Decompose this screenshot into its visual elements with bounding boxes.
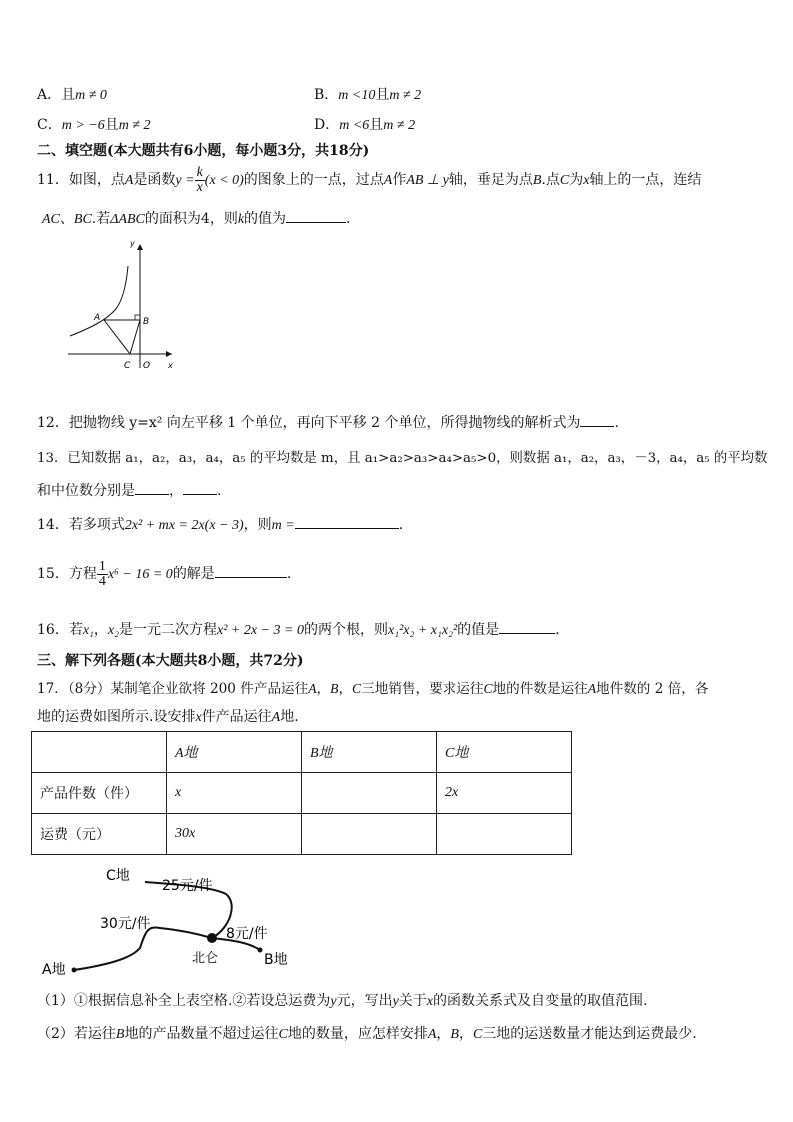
- option-c-tail: 且: [104, 117, 119, 133]
- q11-point-a: A: [124, 173, 134, 188]
- option-d-tail: 且: [369, 117, 384, 133]
- section2-heading: 二、填空题(本大题共有6小题，每小题3分，共18分): [37, 143, 370, 159]
- table-cell: 30x: [167, 814, 302, 855]
- q11-frac-den: x: [196, 179, 203, 195]
- q16-post: 的值是: [457, 622, 500, 638]
- q15-end: .: [286, 566, 292, 582]
- q17-part2-b: B: [115, 1027, 125, 1042]
- q13-blank-mean[interactable]: [135, 482, 169, 495]
- q11-ac: AC: [42, 212, 60, 227]
- option-b: [314, 84, 421, 104]
- fig-bc: [130, 320, 140, 354]
- q17-x: x: [195, 710, 202, 725]
- q17-s2: ，: [338, 681, 353, 697]
- q13-end: .: [217, 483, 222, 499]
- q17-text2: 三地销售，要求运往: [361, 681, 484, 697]
- option-a-label: A．且: [37, 87, 76, 103]
- q15-post: 的解是: [172, 566, 215, 582]
- q12: [37, 412, 619, 432]
- table-cell: x: [167, 773, 302, 814]
- q13-blank-median[interactable]: [183, 482, 217, 495]
- q17-line1: [37, 677, 708, 697]
- q11-sep: 、: [59, 211, 74, 227]
- q16-x2: x₂: [107, 623, 120, 638]
- fig-ac: [104, 320, 130, 354]
- q13-comma: ，: [169, 483, 183, 499]
- route-label-a: A地: [42, 962, 66, 978]
- q17-text5: 地的运费如图所示.设安排: [37, 709, 196, 725]
- q11-text10: 的面积为: [144, 211, 201, 227]
- shipping-table: [31, 731, 572, 855]
- section3-heading: 三、解下列各题(本大题共8小题，共72分): [37, 653, 304, 669]
- option-d-label: D．: [314, 117, 340, 133]
- route-price-a: 30元/件: [100, 916, 151, 932]
- q16-mid2: 的两个根，则: [303, 622, 388, 638]
- q11-line2: [42, 208, 351, 228]
- option-d-math: m <6: [339, 118, 370, 133]
- table-cell: 运费（元）: [32, 814, 167, 855]
- q13-text: 和中位数分别是: [37, 483, 135, 499]
- option-b-math: m <10: [338, 88, 376, 103]
- q17-part1-text2: 元，写出: [336, 993, 393, 1009]
- q17-part2-c2: C: [472, 1027, 483, 1042]
- q14-expr: 2x² + mx = 2x(x − 3): [124, 518, 244, 533]
- table-cell-empty[interactable]: [302, 814, 437, 855]
- table-cell: 产品件数（件）: [32, 773, 167, 814]
- option-c-label: C．: [37, 117, 62, 133]
- q11-point-a2: A: [383, 173, 393, 188]
- q17-c2: C: [483, 681, 493, 696]
- q14-mid: ，则: [243, 517, 272, 533]
- table-row: [32, 773, 572, 814]
- fig-y-arrow: [137, 244, 143, 250]
- table-header-cell: [32, 732, 167, 773]
- q11-figure: [60, 236, 180, 376]
- q11-triangle: ΔABC: [110, 212, 145, 227]
- q11-text6: .点: [541, 172, 560, 188]
- route-label-c: C地: [106, 868, 130, 884]
- fig-label-c: C: [124, 361, 131, 371]
- node-a: [72, 968, 77, 973]
- q17-part1-text3: 关于: [398, 993, 427, 1009]
- q11-text12: 的值为: [244, 211, 287, 227]
- table-header-cell: C地: [437, 732, 572, 773]
- q17-part1-text1: （1）①根据信息补全上表空格.②若设总运费为: [37, 993, 331, 1009]
- table-cell-empty[interactable]: [437, 814, 572, 855]
- q13-line2: [37, 480, 221, 500]
- q17-text1: 17．（8分）某制笔企业欲将 200 件产品运往: [37, 681, 309, 697]
- option-c-math: m > −6: [61, 118, 105, 133]
- q16-mid: 是一元二次方程: [119, 622, 218, 638]
- q11-end: .: [346, 211, 351, 227]
- q12-end: .: [614, 415, 619, 431]
- option-a-math: m ≠ 0: [75, 88, 107, 103]
- q11-line1: [37, 162, 701, 199]
- q11-text3: 的图象上的一点，过点: [243, 172, 384, 188]
- q11-text11: ，则: [209, 211, 238, 227]
- fig-right-angle: [135, 315, 140, 320]
- q17-part2-b2: B: [450, 1027, 459, 1042]
- q17-part1-text4: 的函数关系式及自变量的取值范围.: [433, 993, 648, 1009]
- q17-line2: [37, 706, 299, 726]
- option-c: [37, 114, 151, 134]
- q14-end: .: [398, 517, 404, 533]
- q16-answer-blank[interactable]: [499, 621, 555, 634]
- q11-point-c: C: [559, 173, 570, 188]
- q17-part2: [37, 1023, 697, 1043]
- q11-y: y =: [175, 173, 195, 188]
- q11-text1: 11．如图，点: [37, 172, 125, 188]
- q13-line1: 13．已知数据 a₁，a₂，a₃，a₄，a₅ 的平均数是 m，且 a₁>a₂>a₃>a₄>a₅>0，则数据 a₁，a₂，a₃，－3，a₄，a₅ 的平均数: [37, 451, 768, 466]
- table-cell-empty[interactable]: [302, 773, 437, 814]
- q15: [37, 556, 291, 593]
- q17-part2-text3: 地的数量，应怎样安排: [287, 1026, 428, 1042]
- q17-part1-y: y: [330, 994, 337, 1009]
- fig-label-a: A: [94, 313, 101, 323]
- q11-bc: BC: [73, 212, 92, 227]
- node-b: [258, 948, 263, 953]
- q11-text2: 是函数: [133, 172, 176, 188]
- q17-s1: ，: [316, 681, 331, 697]
- q17-a: A: [308, 681, 317, 696]
- table-row: [32, 814, 572, 855]
- q17-part1-x: x: [426, 994, 434, 1009]
- q14-m: m =: [271, 518, 295, 533]
- option-d: [314, 114, 415, 134]
- fig-label-x: x: [168, 361, 173, 370]
- q15-frac-num: 1: [98, 558, 106, 574]
- option-b-label: B．: [314, 87, 339, 103]
- q11-fraction: [195, 166, 205, 195]
- q11-x-axis: x: [583, 173, 590, 188]
- q11-text7: 为: [569, 172, 584, 188]
- q15-expr: x⁶ − 16 = 0: [107, 567, 173, 582]
- option-c-math2: m ≠ 2: [118, 118, 151, 133]
- q17-part2-text2: 地的产品数量不超过运往: [124, 1026, 279, 1042]
- q17-text7: 地.: [280, 709, 299, 725]
- q17-text6: 件产品运往: [201, 709, 272, 725]
- q17-part2-text1: （2）若运往: [37, 1026, 116, 1042]
- q12-answer-blank[interactable]: [580, 414, 614, 427]
- q17-text3: 地的件数是运往: [492, 681, 588, 697]
- q17-text4: 地件数的 2 倍，各: [596, 681, 709, 697]
- q16-pre: 16．若: [37, 622, 83, 638]
- q17-part2-s2: ，: [458, 1026, 473, 1042]
- q11-frac-num: k: [196, 164, 203, 180]
- table-header-cell: A地: [167, 732, 302, 773]
- q17-part2-a: A: [427, 1027, 437, 1042]
- q11-area: 4: [200, 211, 210, 227]
- route-price-b: 8元/件: [226, 926, 268, 942]
- fig-x-arrow: [166, 351, 172, 357]
- q16-sep: ，: [93, 622, 108, 638]
- q17-part2-c: C: [278, 1027, 288, 1042]
- option-a: [37, 84, 107, 104]
- q16: [37, 619, 560, 639]
- route-label-b: B地: [264, 952, 288, 968]
- fig-hyperbola: [70, 266, 128, 336]
- table-cell: 2x: [437, 773, 572, 814]
- table-header-cell: B地: [302, 732, 437, 773]
- route-diagram: [30, 860, 330, 985]
- fig-label-o: O: [143, 361, 151, 371]
- q16-equation: x² + 2x − 3 = 0: [217, 623, 304, 638]
- q11-answer-blank[interactable]: [286, 210, 346, 223]
- q16-end: .: [555, 622, 560, 638]
- q14-answer-blank[interactable]: [295, 516, 399, 529]
- q14: [37, 514, 403, 534]
- fig-label-y: y: [130, 239, 135, 248]
- q15-answer-blank[interactable]: [215, 565, 287, 578]
- q11-k: k: [237, 212, 245, 227]
- node-hub: [207, 933, 217, 943]
- route-label-hub: 北仑: [192, 951, 219, 966]
- q17-part1: [37, 990, 647, 1010]
- q17-part2-s1: ，: [436, 1026, 451, 1042]
- q17-part2-text4: 三地的运送数量才能达到运费最少.: [482, 1026, 697, 1042]
- q11-ab-perp: AB ⊥ y: [406, 173, 449, 188]
- option-b-math2: m ≠ 2: [389, 88, 422, 103]
- q16-x1: x₁: [82, 623, 94, 638]
- q11-text8: 轴上的一点，连结: [589, 172, 702, 188]
- option-b-tail: 且: [375, 87, 390, 103]
- q12-text: 12．把抛物线 y=x² 向左平移 1 个单位，再向下平移 2 个单位，所得抛物线的解析式为: [37, 415, 581, 431]
- q14-pre: 14．若多项式: [37, 517, 125, 533]
- q17-b: B: [330, 681, 339, 696]
- q16-expr: x₁²x₂ + x₁x₂²: [387, 623, 458, 638]
- q15-frac-den: 4: [98, 573, 106, 589]
- table-header-row: [32, 732, 572, 773]
- q11-condition: (x < 0): [204, 173, 244, 188]
- q17-a2: A: [587, 681, 597, 696]
- q11-text9: .若: [91, 211, 111, 227]
- q17-a3: A: [271, 710, 281, 725]
- q15-pre: 15．方程: [37, 566, 97, 582]
- q17-c: C: [352, 681, 362, 696]
- q11-point-b: B: [532, 173, 542, 188]
- route-price-c: 25元/件: [162, 878, 213, 894]
- q15-fraction: [97, 560, 108, 589]
- q17-part1-y2: y: [392, 994, 399, 1009]
- q11-text4: 作: [392, 172, 407, 188]
- fig-label-b: B: [143, 317, 150, 327]
- option-d-math2: m ≠ 2: [383, 118, 416, 133]
- q11-text5: 轴，垂足为点: [448, 172, 533, 188]
